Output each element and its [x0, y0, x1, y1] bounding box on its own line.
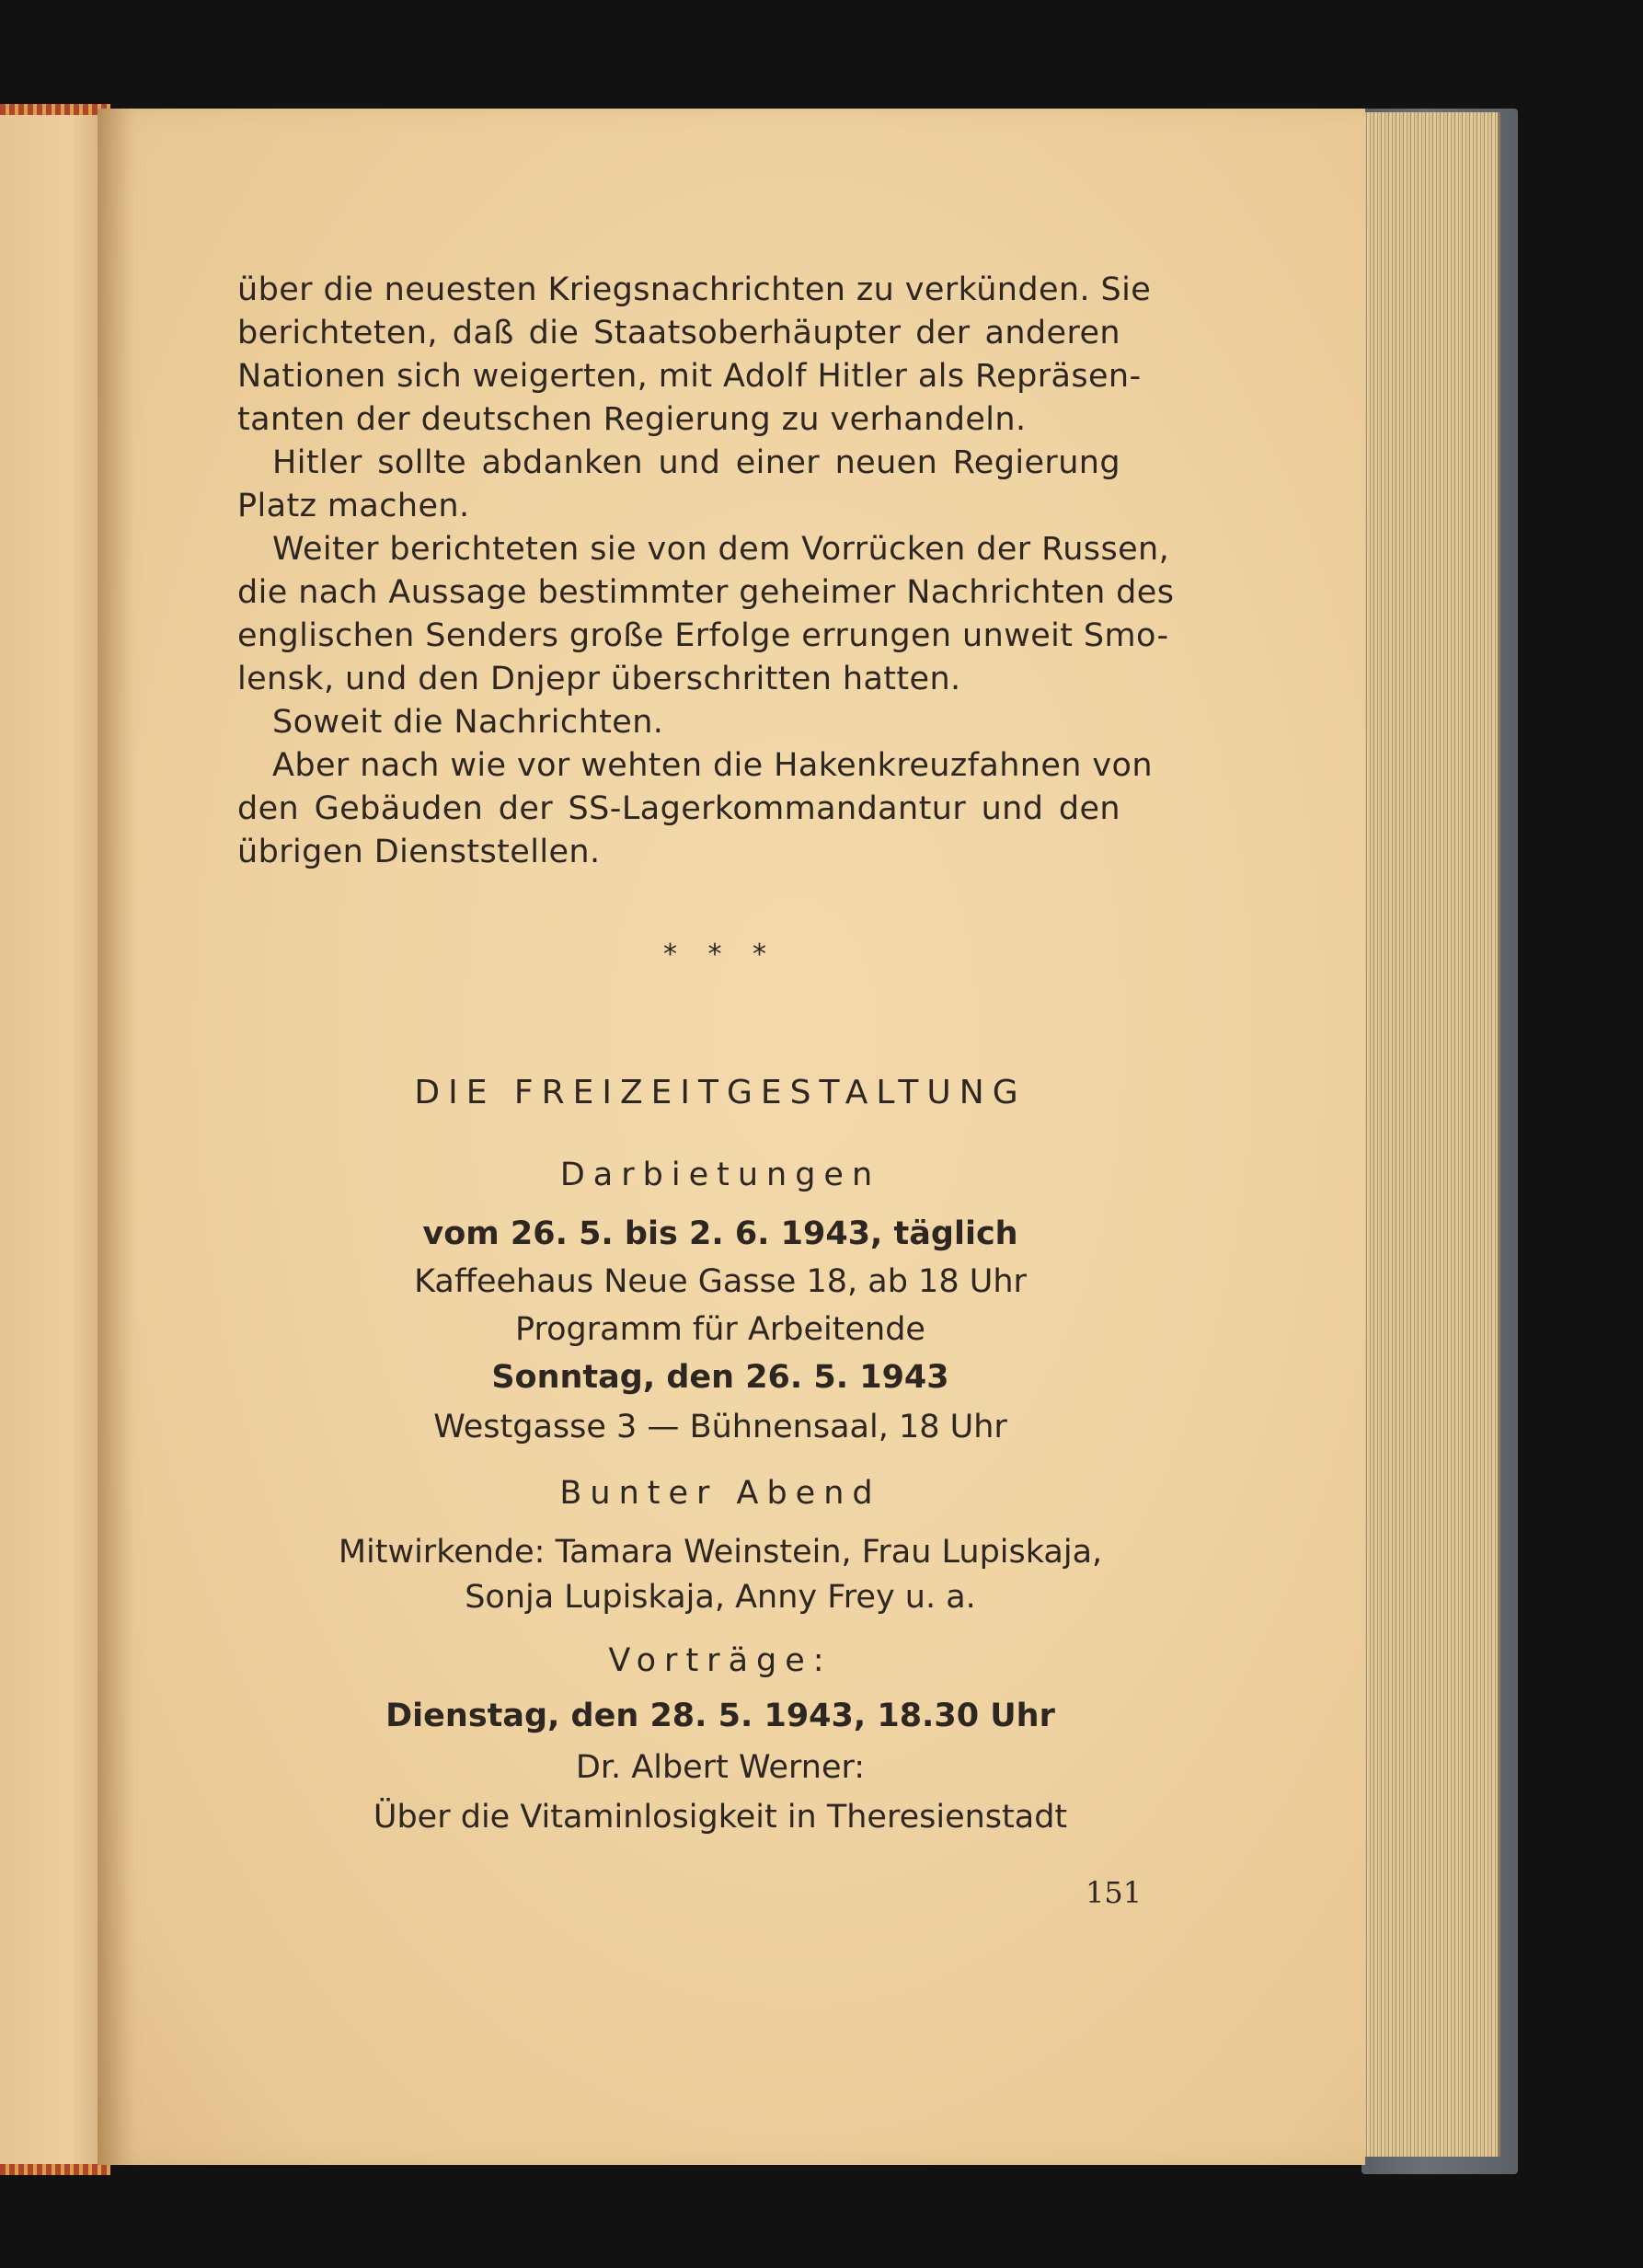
tuesday-line: Dienstag, den 28. 5. 1943, 18.30 Uhr	[385, 1698, 1055, 1734]
body-text-line: den Gebäuden der SS-Lagerkommandantur und den	[237, 790, 1120, 827]
date-range: vom 26. 5. bis 2. 6. 1943, täglich	[422, 1215, 1018, 1252]
bunter-abend-heading: Bunter Abend	[559, 1475, 881, 1512]
body-text-line: Platz machen.	[237, 488, 470, 524]
sunday-line: Sonntag, den 26. 5. 1943	[491, 1359, 949, 1396]
body-text-line: Weiter berichteten sie von dem Vorrücken der Russen,	[272, 531, 1170, 568]
body-text-line: Aber nach wie vor wehten die Hakenkreuzfahnen von	[272, 747, 1153, 784]
body-text-line: englischen Senders große Erfolge errungen unweit Smo-	[237, 617, 1169, 654]
section-separator: * * *	[662, 938, 778, 971]
vortraege-heading: Vorträge:	[608, 1642, 833, 1679]
body-text-line: tanten der deutschen Regierung zu verhandeln.	[237, 401, 1027, 438]
body-text-line: übrigen Dienststellen.	[237, 834, 601, 870]
headband-bottom	[0, 2164, 110, 2175]
program-line: Programm für Arbeitende	[515, 1311, 925, 1348]
speaker-line: Dr. Albert Werner:	[575, 1749, 866, 1786]
gutter-shadow	[98, 109, 134, 2165]
body-text-line: Hitler sollte abdanken und einer neuen Regierung	[272, 444, 1120, 481]
body-text-line: Soweit die Nachrichten.	[272, 704, 664, 741]
cafe-line: Kaffeehaus Neue Gasse 18, ab 18 Uhr	[414, 1263, 1027, 1300]
performers-line: Mitwirkende: Tamara Weinstein, Frau Lupiskaja,	[338, 1534, 1103, 1571]
body-text-line: berichteten, daß die Staatsoberhäupter der anderen	[237, 315, 1120, 351]
body-text-line: über die neuesten Kriegsnachrichten zu verkünden. Sie	[237, 271, 1152, 308]
performers-line: Sonja Lupiskaja, Anny Frey u. a.	[465, 1579, 976, 1616]
left-facing-page	[0, 109, 101, 2174]
page-number: 151	[1086, 1875, 1143, 1910]
darbietungen-heading: Darbietungen	[559, 1157, 881, 1193]
body-text-line: die nach Aussage bestimmter geheimer Nachrichten des	[237, 574, 1175, 611]
section-title: DIE FREIZEITGESTALTUNG	[414, 1074, 1027, 1111]
lecture-title: Über die Vitaminlosigkeit in Theresienstadt	[373, 1799, 1068, 1836]
body-text-line: lensk, und den Dnjepr überschritten hatten.	[237, 661, 961, 697]
headband-top	[0, 104, 110, 115]
page-edges	[1360, 112, 1500, 2157]
venue-line: Westgasse 3 — Bühnensaal, 18 Uhr	[433, 1409, 1007, 1445]
body-text-line: Nationen sich weigerten, mit Adolf Hitler als Repräsen-	[237, 358, 1142, 395]
